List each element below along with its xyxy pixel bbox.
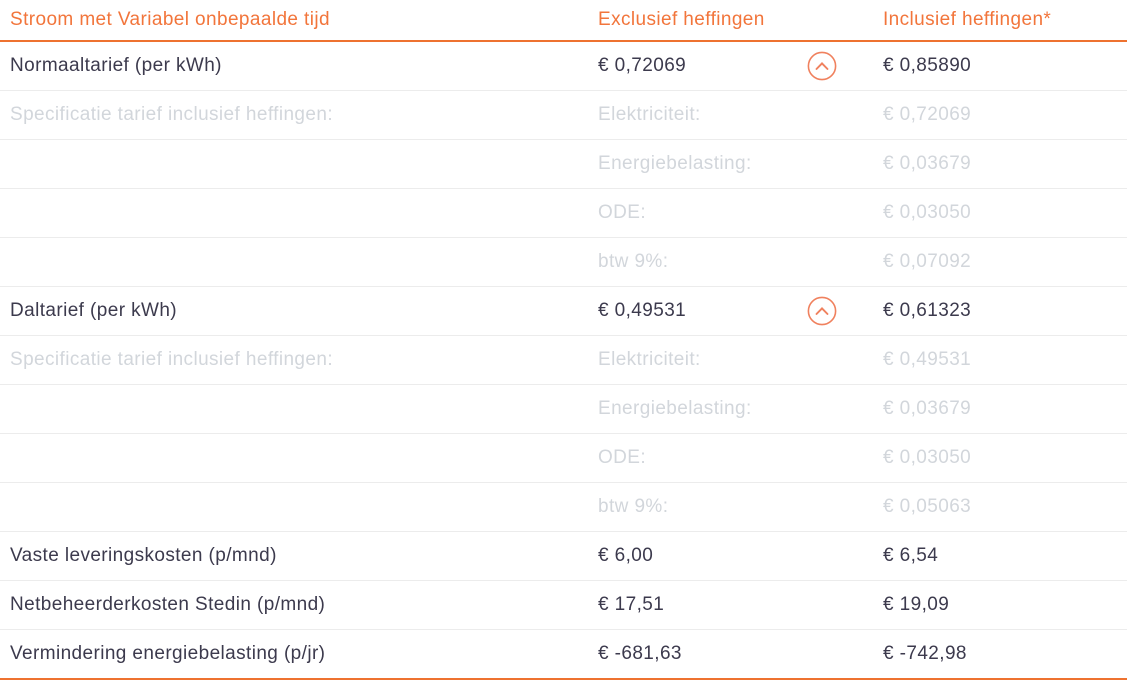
tariff-row (0, 532, 1127, 581)
spec-section-label: Specificatie tarief inclusief heffingen: (0, 91, 588, 140)
incl-heffingen-value: € 0,85890 (873, 41, 1127, 91)
collapse-specification-button[interactable] (807, 296, 837, 326)
tariff-label: Vaste leveringskosten (p/mnd) (0, 532, 588, 581)
excl-heffingen-value: € 6,00 (598, 545, 654, 566)
spec-section-label (0, 238, 588, 287)
excl-heffingen-cell (588, 532, 873, 581)
tariff-row (0, 41, 1127, 91)
spec-row (0, 434, 1127, 483)
spec-row (0, 91, 1127, 140)
excl-heffingen-cell (588, 630, 873, 680)
spec-section-label (0, 189, 588, 238)
spec-item-value: € 0,72069 (873, 91, 1127, 140)
spec-row (0, 140, 1127, 189)
excl-heffingen-cell (588, 287, 873, 336)
spec-row (0, 385, 1127, 434)
spec-item-value: € 0,03679 (873, 385, 1127, 434)
spec-row (0, 483, 1127, 532)
column-header-product: Stroom met Variabel onbepaalde tijd (0, 0, 588, 41)
spec-section-label (0, 483, 588, 532)
spec-item-name: Energiebelasting: (588, 385, 873, 434)
spec-row (0, 336, 1127, 385)
spec-item-value: € 0,49531 (873, 336, 1127, 385)
tariff-row (0, 287, 1127, 336)
incl-heffingen-value: € 6,54 (873, 532, 1127, 581)
spec-item-value: € 0,03050 (873, 189, 1127, 238)
collapse-specification-button[interactable] (807, 51, 837, 81)
spec-section-label (0, 385, 588, 434)
excl-heffingen-value: € 0,72069 (598, 55, 687, 76)
spec-item-value: € 0,03050 (873, 434, 1127, 483)
tariff-table-header (0, 0, 1127, 41)
header-row (0, 0, 1127, 41)
incl-heffingen-value: € -742,98 (873, 630, 1127, 680)
column-header-excl-heffingen: Exclusief heffingen (588, 0, 873, 41)
chevron-up-circle-icon (807, 51, 837, 81)
spec-item-value: € 0,05063 (873, 483, 1127, 532)
excl-heffingen-value: € -681,63 (598, 643, 682, 664)
tariff-row (0, 630, 1127, 680)
chevron-up-circle-icon (807, 296, 837, 326)
excl-heffingen-value: € 0,49531 (598, 300, 687, 321)
tariff-label: Vermindering energiebelasting (p/jr) (0, 630, 588, 680)
spec-section-label: Specificatie tarief inclusief heffingen: (0, 336, 588, 385)
spec-item-name: ODE: (588, 434, 873, 483)
spec-item-name: Energiebelasting: (588, 140, 873, 189)
excl-heffingen-cell (588, 41, 873, 91)
spec-item-value: € 0,07092 (873, 238, 1127, 287)
spec-row (0, 238, 1127, 287)
incl-heffingen-value: € 0,61323 (873, 287, 1127, 336)
excl-heffingen-value: € 17,51 (598, 594, 665, 615)
tariff-label: Normaaltarief (per kWh) (0, 41, 588, 91)
column-header-incl-heffingen: Inclusief heffingen* (873, 0, 1127, 41)
spec-section-label (0, 140, 588, 189)
spec-item-name: btw 9%: (588, 483, 873, 532)
spec-item-value: € 0,03679 (873, 140, 1127, 189)
tariff-label: Daltarief (per kWh) (0, 287, 588, 336)
excl-heffingen-cell (588, 581, 873, 630)
tariff-label: Netbeheerderkosten Stedin (p/mnd) (0, 581, 588, 630)
incl-heffingen-value: € 19,09 (873, 581, 1127, 630)
spec-row (0, 189, 1127, 238)
tariff-row (0, 581, 1127, 630)
spec-item-name: Elektriciteit: (588, 336, 873, 385)
spec-item-name: Elektriciteit: (588, 91, 873, 140)
spec-section-label (0, 434, 588, 483)
spec-item-name: ODE: (588, 189, 873, 238)
tariff-table-body (0, 41, 1127, 679)
spec-item-name: btw 9%: (588, 238, 873, 287)
